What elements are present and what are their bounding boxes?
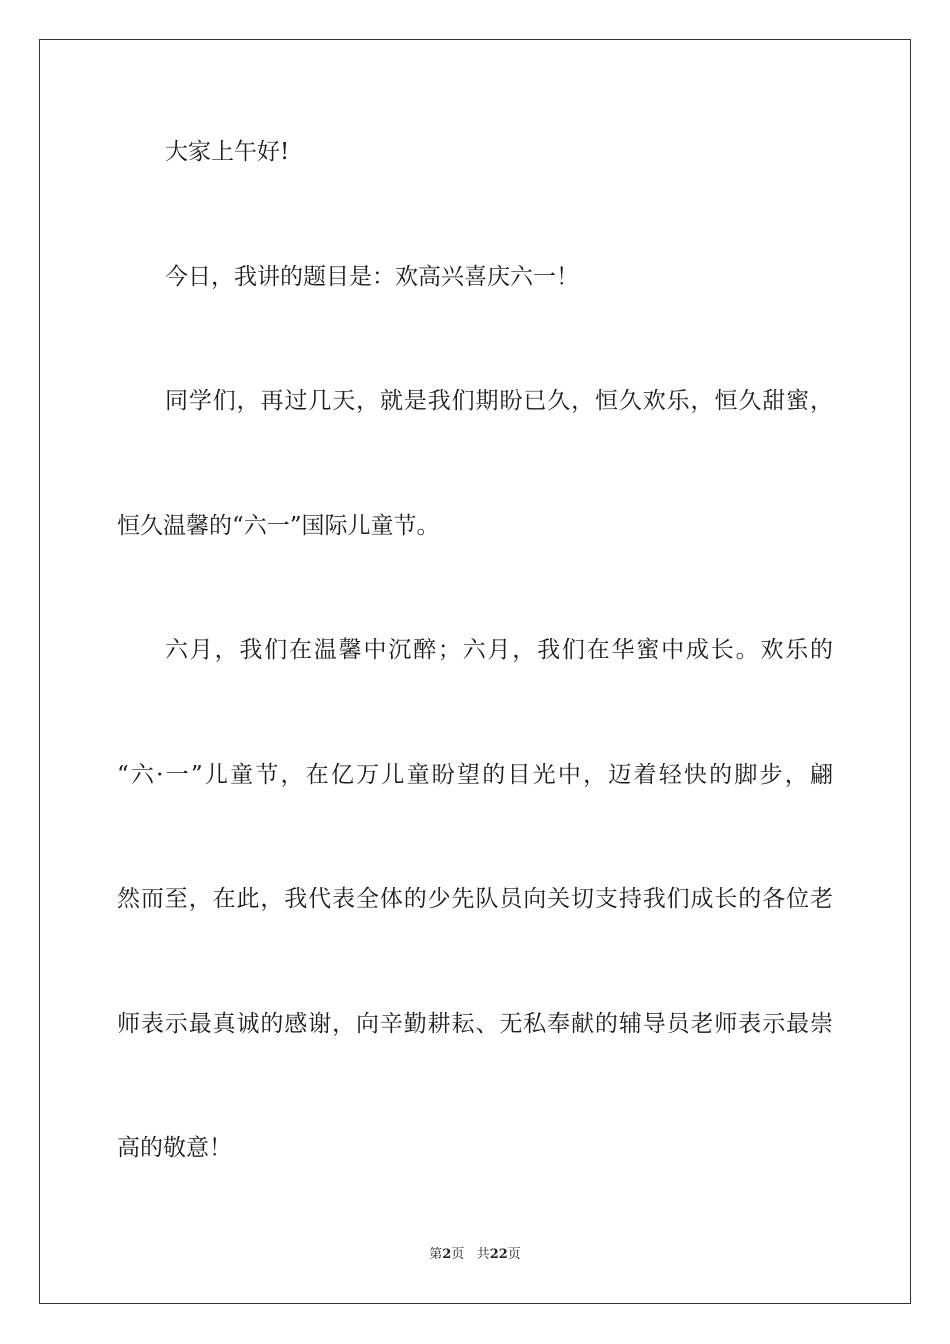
footer-page-number: 2: [442, 1247, 452, 1262]
footer-total-prefix: 共: [476, 1247, 490, 1262]
footer-total-pages: 22: [489, 1247, 508, 1262]
footer-page-prefix: 第: [429, 1247, 443, 1262]
paragraph-line: 高的敬意！: [117, 1135, 232, 1161]
page-frame: [39, 39, 911, 1304]
paragraph-greeting: 大家上午好!: [165, 139, 290, 165]
paragraph-line: 然而至，在此，我代表全体的少先队员向关切支持我们成长的各位老: [117, 886, 833, 912]
footer-total-suffix: 页: [507, 1247, 521, 1262]
paragraph-line: 师表示最真诚的感谢，向辛勤耕耘、无私奉献的辅导员老师表示最崇: [117, 1011, 833, 1037]
paragraph-topic: 今日，我讲的题目是：欢高兴喜庆六一！: [165, 264, 579, 290]
footer-page-suffix: 页: [451, 1247, 465, 1262]
paragraph-line: 六月，我们在温馨中沉醉；六月，我们在华蜜中成长。欢乐的: [165, 637, 833, 663]
paragraph-line: 恒久温馨的“六一”国际儿童节。: [117, 513, 440, 539]
paragraph-line: 同学们，再过几天，就是我们期盼已久，恒久欢乐，恒久甜蜜，: [165, 388, 833, 414]
page-footer: [0, 1246, 950, 1264]
paragraph-line: “六·一”儿童节，在亿万儿童盼望的目光中，迈着轻快的脚步，翩: [117, 762, 833, 788]
